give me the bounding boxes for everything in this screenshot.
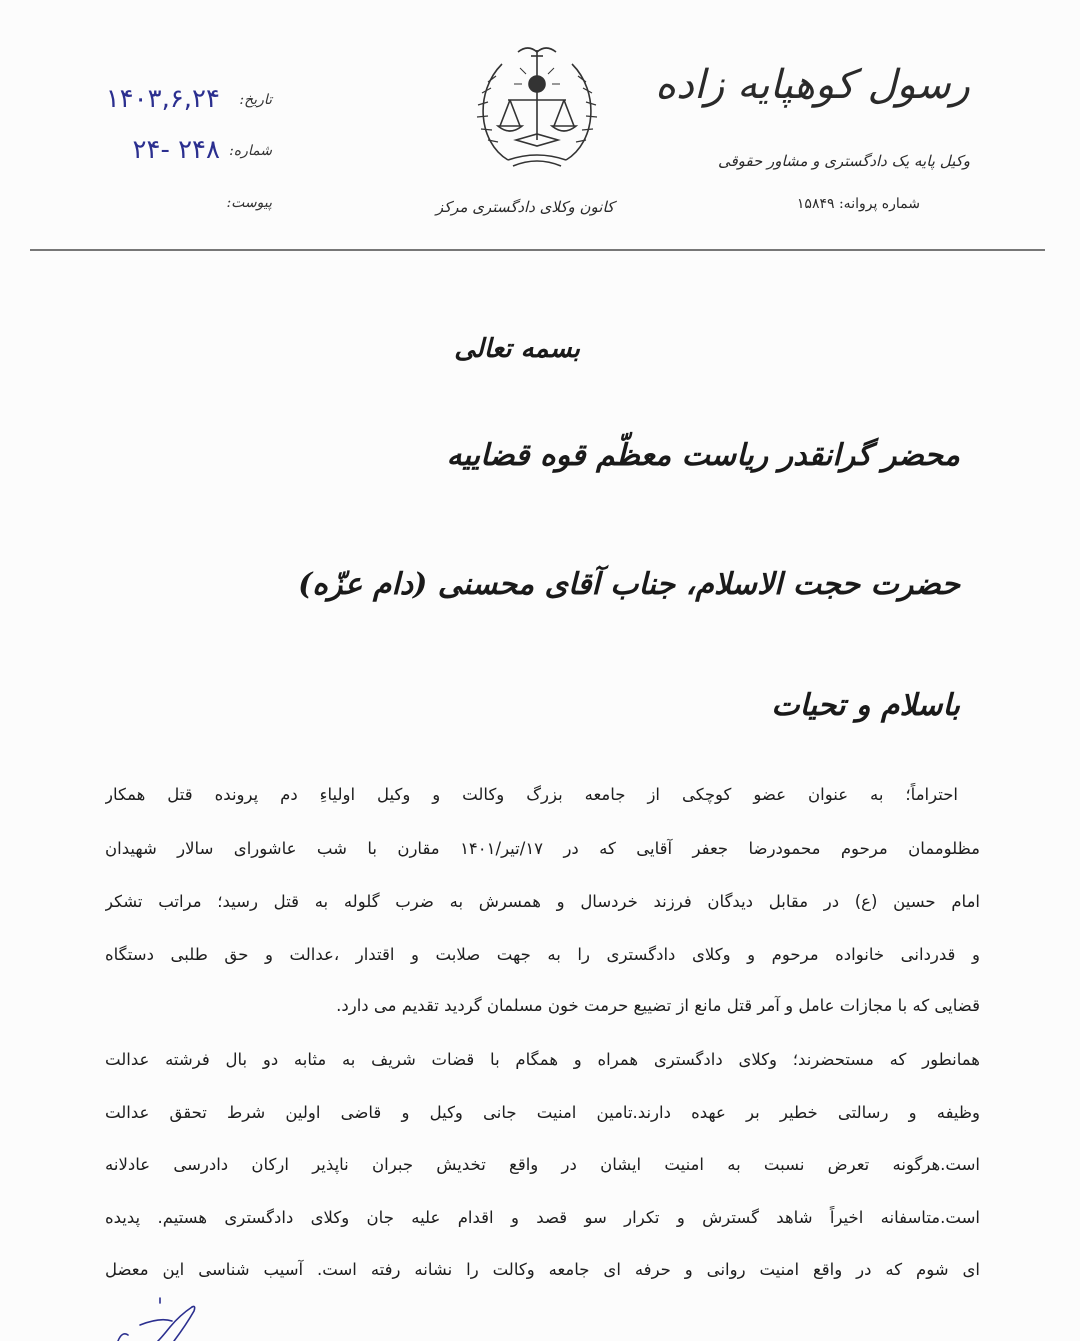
body-line: همانطور که مستحضرند؛ وکلای دادگستری همراه و همگام با قضات شریف به مثابه دو بال فرشته عدالت <box>105 1050 980 1069</box>
body-line: امام حسین (ع) در مقابل دیدگان فرزند خردسال و همسرش به ضرب گلوله به قتل رسید؛ مراتب تشکر <box>105 892 980 911</box>
number-label: شماره: <box>229 143 272 159</box>
attachment-label: پیوست: <box>226 195 272 211</box>
body-line: و قدردانی خانواده مرحوم و وکلای دادگستری را به جهت صلابت و اقتدار ،عدالت و حق طلبی دستگاه <box>105 945 980 964</box>
body-line: وظیفه و رسالتی خطیر بر عهده دارند.تامین امنیت جانی وکیل و قاضی اولین شرط تحقق عدالت <box>105 1103 980 1122</box>
license-row <box>797 196 920 212</box>
lawyer-name: رسول کوهپایه زاده <box>655 62 970 108</box>
bar-association-name: کانون وکلای دادگستری مرکز <box>435 198 615 216</box>
salutation: باسلام و تحیات <box>771 688 960 723</box>
recipient-title: محضر گرانقدر ریاست معظّم قوه قضاییه <box>446 438 960 473</box>
lawyer-title: وکیل پایه یک دادگستری و مشاور حقوقی <box>717 152 970 170</box>
handwritten-signature-icon <box>100 1295 210 1341</box>
body-line: احتراماً؛ به عنوان عضو کوچکی از جامعه بزرگ وکالت و وکیل اولیاءِ دم پرونده قتل همکار <box>105 785 958 804</box>
body-line: است.متاسفانه اخیراً شاهد گسترش و تکرار سو قصد و اقدام علیه جان وکلای دادگستری هستیم. پدیده <box>105 1208 980 1227</box>
license-number: ۱۵۸۴۹ <box>796 196 835 212</box>
date-value: ۱۴۰۳,۶,۲۴ <box>105 84 220 114</box>
body-line: است.هرگونه تعرض نسبت به امنیت ایشان در واقع تخدیش جبران ناپذیر ارکان دادرسی عادلانه <box>105 1155 980 1174</box>
body-line: قضایی که با مجازات عامل و آمر قتل مانع از تضییع حرمت خون مسلمان گردید تقدیم می دارد. <box>336 996 980 1015</box>
body-line: ای شوم که در واقع امنیت روانی و حرفه ای جامعه وکالت را نشانه رفته است. آسیب شناسی این معضل <box>105 1260 980 1279</box>
recipient-name: حضرت حجت الاسلام، جناب آقای محسنی (دام عزّه) <box>298 567 960 602</box>
invocation-heading: بسمه تعالی <box>454 334 580 364</box>
date-label: تاریخ: <box>239 92 272 108</box>
body-line: مظلوممان مرحوم محمودرضا جعفر آقایی که در ۱۷/تیر/۱۴۰۱ مقارن با شب عاشورای سالار شهیدان <box>105 839 980 858</box>
license-label: شماره پروانه: <box>838 196 920 212</box>
scales-of-justice-emblem-icon <box>468 42 606 172</box>
number-value: ۲۴- ۲۴۸ <box>132 135 220 165</box>
header-divider <box>30 249 1045 251</box>
